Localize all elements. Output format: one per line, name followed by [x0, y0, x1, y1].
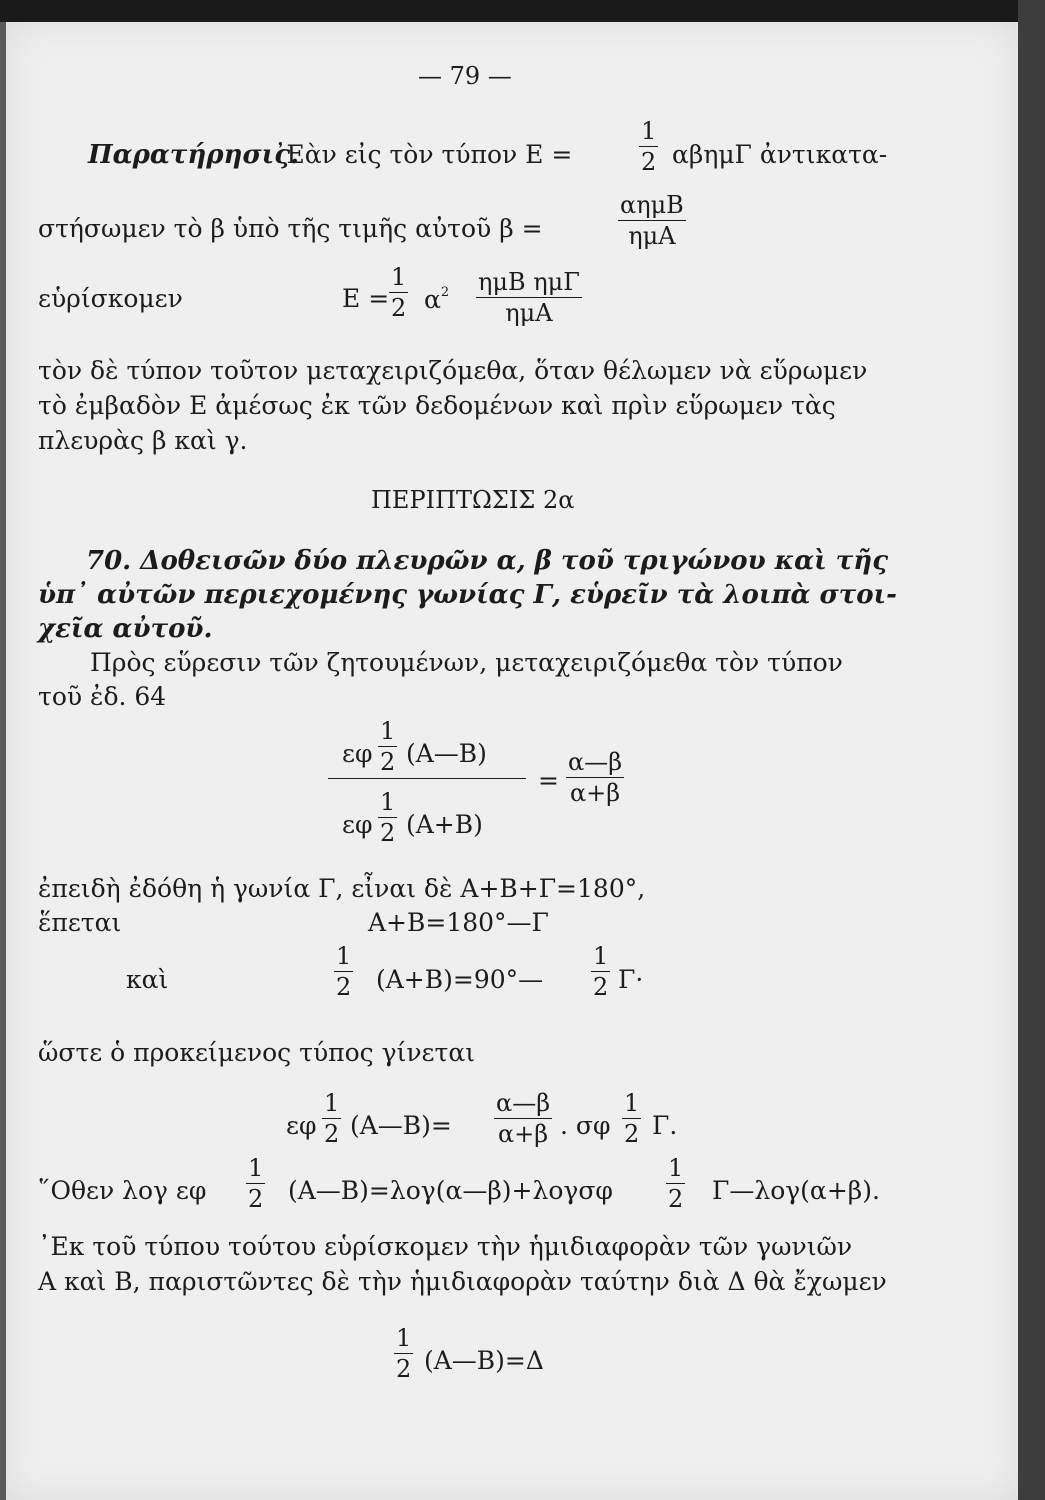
log-pre: ῞Οθεν λογ εφ — [38, 1176, 207, 1205]
so-line: ὥστε ὁ προκείμενος τύπος γίνεται — [38, 1038, 475, 1067]
and-label: καὶ — [126, 965, 169, 994]
area-sine-fraction: ημΒ ημΓ ημΑ — [478, 268, 580, 327]
and-half-2: $\frac{1}{2}$ — [593, 942, 609, 1001]
eq3-half: $\frac{1}{2}$ — [396, 1324, 412, 1383]
beta-fraction: αημΒ ημΑ — [620, 191, 684, 250]
remark-line2: στήσωμεν τὸ β ὑπὸ τῆς τιμῆς αὐτοῦ β = — [38, 214, 543, 243]
log-mid: (Α—Β)=λογ(α—β)+λογσφ — [288, 1176, 613, 1205]
eq1-num-half: $\frac{1}{2}$ — [380, 717, 396, 776]
eq2-mid: (Α—Β)= — [350, 1111, 452, 1140]
final-para-line1: ᾿Εκ τοῦ τύπου τούτου εὑρίσκομεν τὴν ἡμιδιαφορὰν τῶν γωνιῶν — [38, 1232, 853, 1261]
log-half-1: $\frac{1}{2}$ — [248, 1154, 264, 1213]
eq1-main-bar — [328, 778, 526, 779]
find-label: εὑρίσκομεν — [38, 284, 183, 313]
problem-line1: 70. Δοθεισῶν δύο πλευρῶν α, β τοῦ τριγώνου καὶ τῆς — [86, 546, 889, 576]
solution-line1: Πρὸς εὕρεσιν τῶν ζητουμένων, μεταχειριζόμεθα τὸν τύπον — [90, 648, 843, 677]
eq2-half-1: $\frac{1}{2}$ — [324, 1089, 340, 1148]
remark-title: Παρατήρησις. — [88, 140, 300, 170]
problem-line2: ὑπ᾿ αὐτῶν περιεχομένης γωνίας Γ, εὑρεῖν τὰ λοιπὰ στοι- — [38, 580, 897, 610]
log-half-2: $\frac{1}{2}$ — [668, 1154, 684, 1213]
eq1-den-angle: (Α+Β) — [406, 810, 483, 839]
final-para-line2: Α καὶ Β, παριστῶντες δὲ τὴν ἡμιδιαφορὰν ταύτην διὰ Δ θὰ ἔχωμεν — [38, 1267, 887, 1296]
eq1-equals: = — [538, 766, 559, 795]
eq2-cot: . σφ — [560, 1111, 611, 1140]
scan-right-border — [1018, 0, 1045, 1500]
book-page — [6, 22, 1018, 1500]
area-lhs: Ε = — [342, 284, 390, 313]
remark-para-line2: τὸ ἐμβαδὸν Ε ἀμέσως ἐκ τῶν δεδομένων καὶ πρὶν εὕρωμεν τὰς — [38, 391, 836, 420]
log-tail: Γ—λογ(α+β). — [712, 1176, 880, 1205]
scan-top-border — [0, 0, 1045, 22]
remark-para-line3: πλευρὰς β καὶ γ. — [38, 426, 248, 455]
area-half-fraction: $\frac{1}{2}$ — [391, 263, 407, 322]
eq2-tan: εφ — [286, 1111, 317, 1140]
eq1-num-angle: (Α—Β) — [406, 739, 487, 768]
case-heading: ΠΕΡΙΠΤΩΣΙΣ 2α — [371, 486, 575, 514]
and-eq-mid: (Α+Β)=90°— — [376, 965, 544, 994]
follows-eq: Α+Β=180°—Γ — [368, 908, 549, 937]
and-half-1: $\frac{1}{2}$ — [336, 942, 352, 1001]
remark-line1-tail: αβημΓ ἀντικατα- — [672, 140, 888, 169]
eq1-den-tan: εφ — [342, 810, 373, 839]
eq2-ratio-fraction: $\frac{\alpha—\beta}{\alpha+\beta}$ — [496, 1089, 551, 1148]
remark-half-fraction: $\frac{1}{2}$ — [641, 117, 657, 176]
since-line: ἐπειδὴ ἐδόθη ἡ γωνία Γ, εἶναι δὲ Α+Β+Γ=180°, — [38, 874, 646, 903]
eq1-num-tan: εφ — [342, 739, 373, 768]
eq3-tail: (Α—Β)=Δ — [424, 1346, 544, 1375]
eq1-rhs-fraction: $\frac{\alpha—\beta}{\alpha+\beta}$ — [568, 748, 623, 807]
eq1-den-half: $\frac{1}{2}$ — [380, 788, 396, 847]
eq2-half-2: $\frac{1}{2}$ — [624, 1089, 640, 1148]
and-eq-tail: Γ· — [618, 965, 644, 994]
remark-para-line1: τὸν δὲ τύπον τοῦτον μεταχειριζόμεθα, ὅταν θέλωμεν νὰ εὕρωμεν — [38, 356, 868, 385]
remark-line1: ᾿Εὰν εἰς τὸν τύπον Ε = — [274, 140, 573, 169]
solution-line2: τοῦ ἐδ. 64 — [38, 682, 167, 711]
follows-label: ἕπεται — [38, 908, 122, 937]
page-number: — 79 — — [418, 62, 512, 90]
area-alpha: $\alpha^2$ — [424, 285, 450, 314]
eq2-tail: Γ. — [652, 1111, 678, 1140]
problem-line3: χεῖα αὐτοῦ. — [38, 614, 213, 644]
